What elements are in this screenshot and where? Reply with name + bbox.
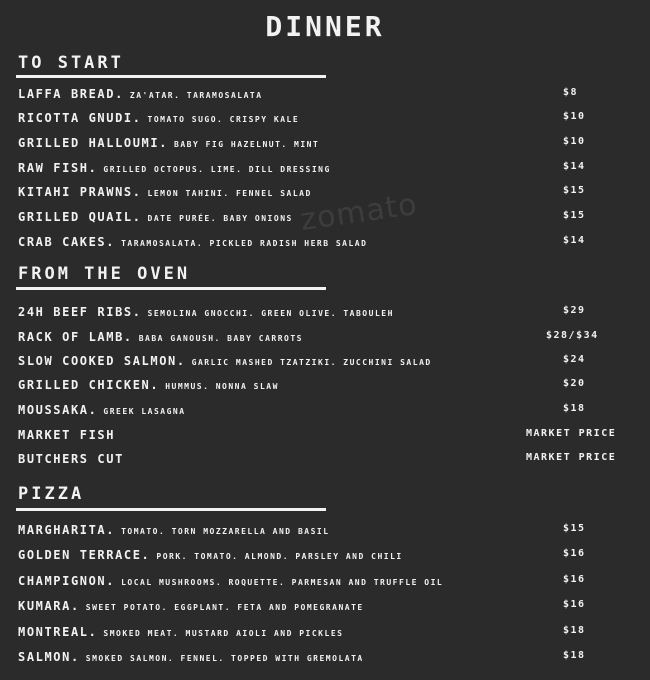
item-description: SEMOLINA GNOCCHI. GREEN OLIVE. TABOULEH — [147, 309, 394, 318]
item-description: HUMMUS. NONNA SLAW — [165, 382, 279, 391]
item-price: $14 — [563, 235, 586, 246]
menu-item — [18, 548, 630, 566]
item-name: RICOTTA GNUDI. — [18, 111, 142, 125]
item-price: $28/$34 — [546, 330, 599, 341]
menu-title: DINNER — [265, 10, 385, 43]
menu-item — [18, 305, 630, 323]
item-price: $29 — [563, 305, 586, 316]
item-price: $10 — [563, 136, 586, 147]
menu-item — [18, 354, 630, 372]
item-description: BABY FIG HAZELNUT. MINT — [174, 140, 320, 149]
item-description: PORK. TOMATO. ALMOND. PARSLEY AND CHILI — [156, 552, 403, 561]
item-description: SMOKED SALMON. FENNEL. TOPPED WITH GREMOLATA — [85, 654, 364, 663]
section-heading-pizza: PIZZA — [18, 484, 85, 504]
section-heading-to-start: TO START — [18, 53, 124, 73]
item-description: GARLIC MASHED TZATZIKI. ZUCCHINI SALAD — [191, 358, 432, 367]
item-name: KITAHI PRAWNS. — [18, 185, 142, 199]
item-name: BUTCHERS CUT — [18, 452, 124, 466]
item-name: SALMON. — [18, 650, 80, 664]
item-description: SWEET POTATO. EGGPLANT. FETA AND POMEGRANATE — [85, 603, 364, 612]
section-rule — [16, 287, 326, 290]
menu-item — [18, 428, 630, 446]
item-price: MARKET PRICE — [526, 428, 617, 439]
item-price: $15 — [563, 185, 586, 196]
item-price: $16 — [563, 599, 586, 610]
item-price: $14 — [563, 161, 586, 172]
menu-item — [18, 574, 630, 592]
item-description: GREEK LASAGNA — [103, 407, 186, 416]
item-description: DATE PURÉE. BABY ONIONS — [147, 214, 293, 223]
item-price: $8 — [563, 87, 579, 98]
watermark: zomato — [298, 186, 420, 239]
section-rule — [16, 75, 326, 78]
item-name: GRILLED CHICKEN. — [18, 378, 160, 392]
item-name: MONTREAL. — [18, 625, 98, 639]
menu-item — [18, 330, 630, 348]
menu-item — [18, 161, 630, 179]
section-heading-from-the-oven: FROM THE OVEN — [18, 264, 191, 284]
menu-item — [18, 452, 630, 470]
item-name: CHAMPIGNON. — [18, 574, 116, 588]
menu-item — [18, 210, 630, 228]
item-name: MARKET FISH — [18, 428, 116, 442]
item-price: $24 — [563, 354, 586, 365]
menu-item — [18, 625, 630, 643]
item-name: RACK OF LAMB. — [18, 330, 133, 344]
item-name: 24H BEEF RIBS. — [18, 305, 142, 319]
menu-item — [18, 378, 630, 396]
item-price: $16 — [563, 574, 586, 585]
menu-item — [18, 599, 630, 617]
item-name: LAFFA BREAD. — [18, 87, 124, 101]
item-description: SMOKED MEAT. MUSTARD AIOLI AND PICKLES — [103, 629, 344, 638]
item-price: $16 — [563, 548, 586, 559]
menu-item — [18, 403, 630, 421]
item-description: LOCAL MUSHROOMS. ROQUETTE. PARMESAN AND TRUFFLE OIL — [121, 578, 444, 587]
menu-item — [18, 650, 630, 668]
item-price: $15 — [563, 210, 586, 221]
item-description: LEMON TAHINI. FENNEL SALAD — [147, 189, 312, 198]
item-name: RAW FISH. — [18, 161, 98, 175]
item-description: TOMATO. TORN MOZZARELLA AND BASIL — [121, 527, 330, 536]
menu-item — [18, 136, 630, 154]
item-name: MOUSSAKA. — [18, 403, 98, 417]
item-description: ZA'ATAR. TARAMOSALATA — [129, 91, 263, 100]
menu-item — [18, 87, 630, 105]
item-name: GOLDEN TERRACE. — [18, 548, 151, 562]
menu-item — [18, 235, 630, 253]
item-name: SLOW COOKED SALMON. — [18, 354, 186, 368]
item-name: MARGHARITA. — [18, 523, 116, 537]
item-price: $18 — [563, 650, 586, 661]
item-description: TOMATO SUGO. CRISPY KALE — [147, 115, 300, 124]
section-rule — [16, 508, 326, 511]
item-price: $15 — [563, 523, 586, 534]
item-name: GRILLED HALLOUMI. — [18, 136, 169, 150]
item-price: MARKET PRICE — [526, 452, 617, 463]
item-name: CRAB CAKES. — [18, 235, 116, 249]
item-description: BABA GANOUSH. BABY CARROTS — [138, 334, 303, 343]
item-name: GRILLED QUAIL. — [18, 210, 142, 224]
item-description: GRILLED OCTOPUS. LIME. DILL DRESSING — [103, 165, 331, 174]
item-price: $18 — [563, 625, 586, 636]
item-price: $18 — [563, 403, 586, 414]
item-description: TARAMOSALATA. PICKLED RADISH HERB SALAD — [121, 239, 368, 248]
menu-item — [18, 111, 630, 129]
item-price: $10 — [563, 111, 586, 122]
menu-item — [18, 185, 630, 203]
item-price: $20 — [563, 378, 586, 389]
menu-item — [18, 523, 630, 541]
item-name: KUMARA. — [18, 599, 80, 613]
